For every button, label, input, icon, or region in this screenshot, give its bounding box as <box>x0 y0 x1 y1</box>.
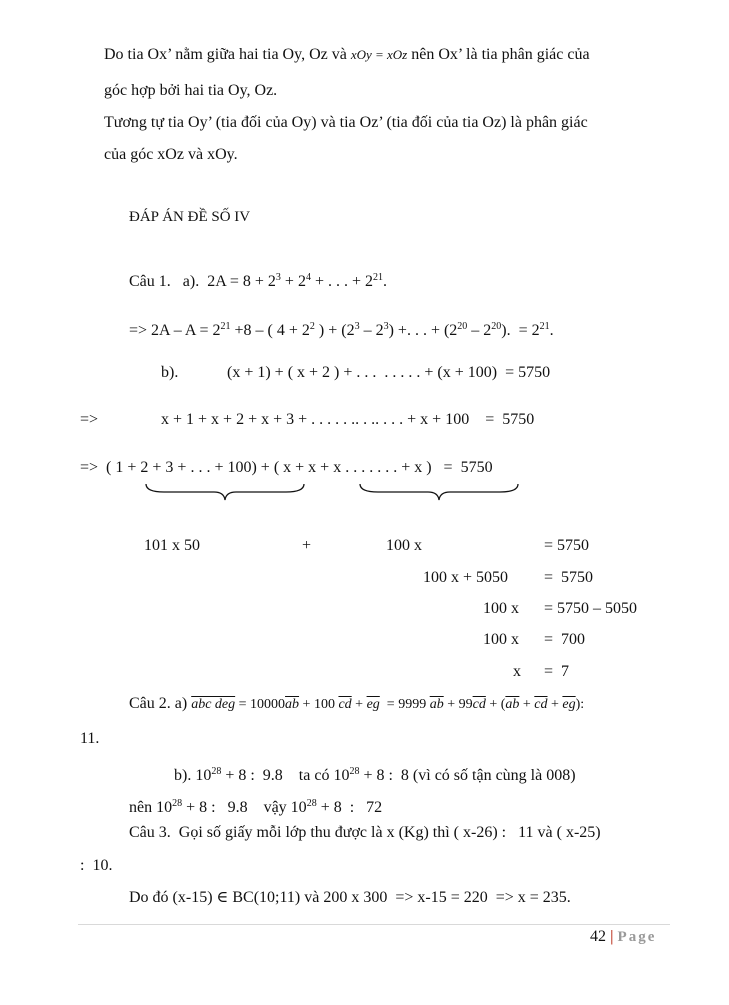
cau1-b-label: b). <box>161 364 179 381</box>
footer-separator: | <box>610 928 614 945</box>
exp: 28 <box>306 798 317 809</box>
txt: + . . . + 2 <box>310 273 373 290</box>
overline-eg: $\overline{eg}$ <box>562 697 576 712</box>
exp: 28 <box>211 766 222 777</box>
txt: + ( <box>485 697 506 712</box>
exp: 21 <box>539 321 550 332</box>
txt: + 100 <box>299 697 339 712</box>
cau2-a-cont: 11. <box>80 730 100 747</box>
txt: nên 10 <box>129 799 173 816</box>
overline-ab: $\overline{ab}$ <box>505 697 520 712</box>
exp: 3 <box>383 321 389 332</box>
x-term: 100 x <box>386 537 422 554</box>
txt: . <box>549 322 554 339</box>
para-line-1b: nên Ox’ là tia phân giác của <box>407 46 590 63</box>
plus-sign: + <box>302 537 312 554</box>
overline-cd: $\overline{cd}$ <box>338 697 352 712</box>
step-4-left: x <box>513 663 521 680</box>
txt: + 8 : 9.8 ta có 10 <box>221 767 350 784</box>
exp: 4 <box>305 272 311 283</box>
step-2-right: = 5750 – 5050 <box>544 600 638 617</box>
overline-abcdeg: abc deg <box>191 697 236 712</box>
overline-eg: $\overline{eg}$ <box>366 697 380 712</box>
cau1-b-equation: (x + 1) + ( x + 2 ) + . . . . . . . . + (x + 100) = 5750 <box>227 364 551 381</box>
sum-value: 101 x 50 <box>144 537 200 554</box>
cau1-a-line <box>129 268 387 292</box>
step-3-right: = 700 <box>544 631 586 648</box>
result: = 5750 <box>544 537 590 554</box>
exp: 21 <box>220 321 231 332</box>
exp: 2 <box>309 321 315 332</box>
txt: + 8 : 8 (vì có số tận cùng là 008) <box>359 767 576 784</box>
step-1-right: = 5750 <box>544 569 594 586</box>
txt: + <box>547 697 563 712</box>
txt: – 2 <box>359 322 384 339</box>
step-4-right: = 7 <box>544 663 570 680</box>
para-line-1a: Do tia Ox’ nằm giữa hai tia Oy, Oz và <box>104 46 351 63</box>
exp: 20 <box>457 321 468 332</box>
page-number: 42 <box>590 928 606 945</box>
cau1-b-line-2: x + 1 + x + 2 + x + 3 + . . . . . .. . .. . . . + x + 100 = 5750 <box>161 411 535 428</box>
cau1-b-line-3: => ( 1 + 2 + 3 + . . . + 100) + ( x + x + x . . . . . . . + x ) = 5750 <box>80 459 493 476</box>
exp: 3 <box>354 321 360 332</box>
cau2-b-line <box>174 762 576 786</box>
exp: 20 <box>491 321 502 332</box>
para-line-3: Tương tự tia Oy’ (tia đối của Oy) và tia Oz’ (tia đối của tia Oz) là phân giác <box>104 114 588 131</box>
para-line-1 <box>104 45 590 65</box>
implies-arrow: => <box>80 411 99 428</box>
txt: + 99 <box>443 697 473 712</box>
overline-cd: $\overline{cd}$ <box>534 697 548 712</box>
txt: = 9999 <box>379 697 430 712</box>
para-line-4: của góc xOz và xOy. <box>104 146 238 163</box>
step-3-left: 100 x <box>483 631 519 648</box>
step-1-left: 100 x + 5050 <box>423 569 509 586</box>
txt: + 2 <box>280 273 306 290</box>
txt: = 10000 <box>235 697 286 712</box>
exp: 21 <box>373 272 383 283</box>
page-footer <box>590 928 656 946</box>
exp: 28 <box>349 766 360 777</box>
txt: ) + (2 <box>314 322 355 339</box>
underbrace-left <box>144 482 306 502</box>
footer-divider <box>78 924 670 925</box>
cau2-a-line <box>129 694 584 715</box>
cau2-label: Câu 2. a) <box>129 695 188 712</box>
txt: . <box>383 273 387 290</box>
txt: ): <box>575 697 585 712</box>
txt: + <box>519 697 535 712</box>
txt: => 2A – A = 2 <box>129 322 221 339</box>
overline-ab: $\overline{ab}$ <box>285 697 300 712</box>
underbrace-right <box>358 482 520 502</box>
cau1-a-line-2 <box>129 317 554 341</box>
cau1-a-label: Câu 1. a). 2A = 8 + 2 <box>129 273 276 290</box>
txt: + <box>351 697 367 712</box>
overline-ab: $\overline{ab}$ <box>429 697 444 712</box>
txt: ) +. . . + (2 <box>388 322 458 339</box>
txt: + 8 : 72 <box>316 799 383 816</box>
exp: 28 <box>172 798 183 809</box>
cau3-line-1: Câu 3. Gọi số giấy mỗi lớp thu được là x (Kg) thì ( x-26) : 11 và ( x-25) <box>129 824 601 841</box>
angle-equality: xOy = xOz <box>350 47 408 62</box>
cau3-line-2: : 10. <box>80 857 113 874</box>
txt: b). 10 <box>174 767 212 784</box>
cau2-b-line-2 <box>129 794 382 818</box>
txt: + 8 : 9.8 vậy 10 <box>182 799 307 816</box>
cau3-line-3: Do đó (x-15) ∈ BC(10;11) và 200 x 300 => x-15 = 220 => x = 235. <box>129 889 571 906</box>
page-label: Page <box>617 929 657 945</box>
step-2-left: 100 x <box>483 600 519 617</box>
overline-cd: $\overline{cd}$ <box>472 697 486 712</box>
txt: +8 – ( 4 + 2 <box>230 322 310 339</box>
answer-heading: ĐÁP ÁN ĐỀ SỐ IV <box>129 209 251 225</box>
txt: ). = 2 <box>501 322 540 339</box>
para-line-2: góc hợp bởi hai tia Oy, Oz. <box>104 82 278 99</box>
exp: 3 <box>275 272 281 283</box>
txt: – 2 <box>467 322 492 339</box>
